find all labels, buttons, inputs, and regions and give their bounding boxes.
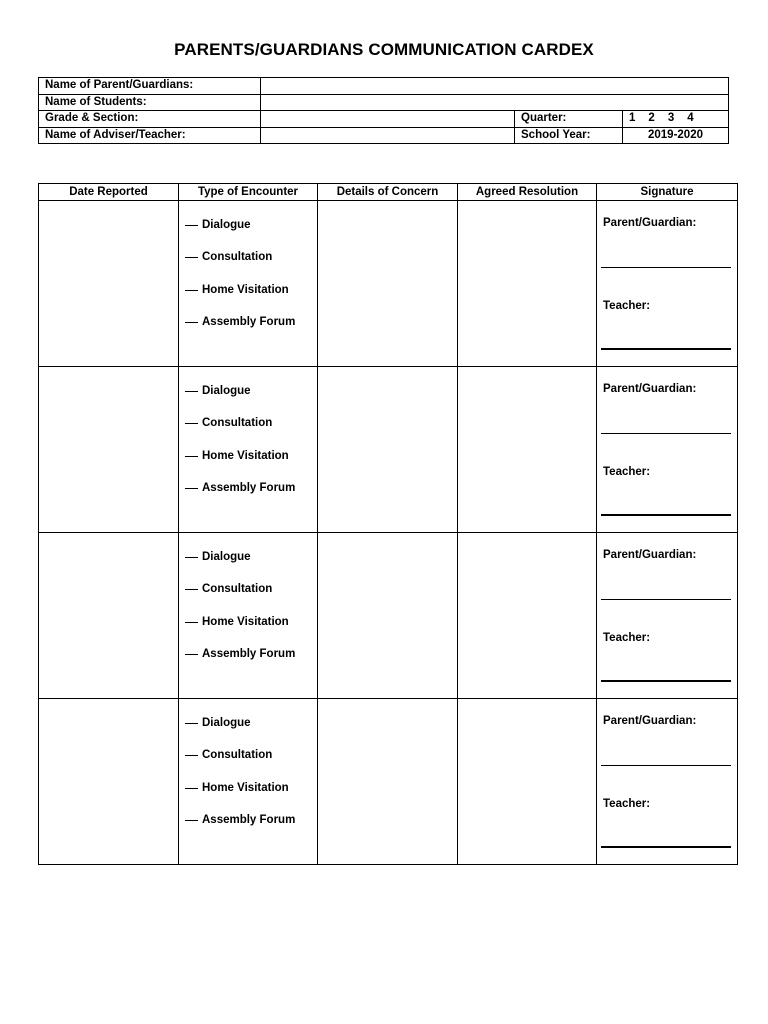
checkbox-blank[interactable] [185, 225, 198, 226]
agreed-resolution-cell[interactable] [458, 699, 597, 865]
encounter-label: Home Visitation [202, 283, 289, 296]
details-of-concern-cell[interactable] [318, 367, 458, 533]
checkbox-blank[interactable] [185, 654, 198, 655]
encounter-option-dialogue[interactable] [185, 217, 295, 249]
checkbox-blank[interactable] [185, 423, 198, 424]
table-row [39, 699, 738, 865]
details-of-concern-cell[interactable] [318, 699, 458, 865]
encounter-label: Consultation [202, 417, 273, 430]
encounter-option-consultation[interactable] [185, 581, 295, 613]
signature-cell [597, 367, 738, 533]
parent-signature-label: Parent/Guardian: [603, 383, 697, 395]
parent-signature-label: Parent/Guardian: [603, 217, 697, 229]
quarter-label: Quarter: [515, 111, 623, 128]
teacher-signature-label: Teacher: [603, 632, 651, 644]
checkbox-blank[interactable] [185, 589, 198, 590]
checkbox-blank[interactable] [185, 391, 198, 392]
parent-signature-line[interactable] [601, 765, 731, 766]
date-reported-cell[interactable] [39, 367, 179, 533]
encounter-label: Home Visitation [202, 449, 289, 462]
signature-cell [597, 201, 738, 367]
encounter-option-home-visitation[interactable] [185, 780, 295, 812]
encounter-option-assembly-forum[interactable] [185, 480, 295, 512]
encounter-option-assembly-forum[interactable] [185, 646, 295, 678]
teacher-signature-label: Teacher: [603, 798, 651, 810]
encounter-label: Consultation [202, 251, 273, 264]
info-row-grade [39, 111, 729, 128]
teacher-signature-line[interactable] [601, 514, 731, 516]
encounter-label: Dialogue [202, 717, 251, 729]
checkbox-blank[interactable] [185, 820, 198, 821]
info-table [38, 77, 729, 144]
checkbox-blank[interactable] [185, 723, 198, 724]
agreed-resolution-cell[interactable] [458, 201, 597, 367]
encounter-option-assembly-forum[interactable] [185, 314, 295, 346]
quarter-option-4[interactable]: 4 [687, 112, 694, 125]
teacher-signature-label: Teacher: [603, 466, 651, 478]
quarter-option-3[interactable]: 3 [667, 112, 675, 125]
parent-name-label: Name of Parent/Guardians: [39, 78, 261, 95]
parent-signature-line[interactable] [601, 433, 731, 434]
table-row [39, 367, 738, 533]
teacher-signature-line[interactable] [601, 680, 731, 682]
parent-signature-label: Parent/Guardian: [603, 715, 697, 727]
teacher-signature-line[interactable] [601, 846, 731, 848]
header-date-reported: Date Reported [39, 184, 179, 201]
info-row-student [39, 94, 729, 111]
type-of-encounter-cell [179, 533, 318, 699]
encounter-label: Assembly Forum [202, 315, 296, 328]
checkbox-blank[interactable] [185, 755, 198, 756]
checkbox-blank[interactable] [185, 322, 198, 323]
encounter-option-consultation[interactable] [185, 415, 295, 447]
student-name-field[interactable] [261, 94, 729, 111]
school-year-value: 2019-2020 [623, 127, 729, 144]
quarter-option-2[interactable]: 2 [648, 112, 655, 125]
parent-signature-line[interactable] [601, 599, 731, 600]
encounter-label: Dialogue [202, 385, 251, 397]
type-of-encounter-cell [179, 367, 318, 533]
date-reported-cell[interactable] [39, 533, 179, 699]
details-of-concern-cell[interactable] [318, 533, 458, 699]
page-title: PARENTS/GUARDIANS COMMUNICATION CARDEX [174, 40, 594, 59]
encounter-label: Dialogue [202, 551, 251, 563]
encounter-label: Home Visitation [202, 781, 289, 794]
encounter-option-dialogue[interactable] [185, 549, 295, 581]
parent-signature-line[interactable] [601, 267, 731, 268]
encounter-option-assembly-forum[interactable] [185, 812, 295, 844]
adviser-name-field[interactable] [261, 127, 515, 144]
details-of-concern-cell[interactable] [318, 201, 458, 367]
checkbox-blank[interactable] [185, 788, 198, 789]
parent-name-field[interactable] [261, 78, 729, 95]
encounter-option-consultation[interactable] [185, 747, 295, 779]
encounter-option-home-visitation[interactable] [185, 614, 295, 646]
encounter-label: Assembly Forum [202, 813, 296, 826]
date-reported-cell[interactable] [39, 201, 179, 367]
encounter-option-dialogue[interactable] [185, 383, 295, 415]
table-row [39, 533, 738, 699]
school-year-label: School Year: [515, 127, 623, 144]
signature-cell [597, 533, 738, 699]
grade-section-field[interactable] [261, 111, 515, 128]
header-details-of-concern: Details of Concern [318, 184, 458, 201]
teacher-signature-line[interactable] [601, 348, 731, 350]
info-row-parent [39, 78, 729, 95]
quarter-options[interactable] [623, 111, 729, 128]
teacher-signature-label: Teacher: [603, 300, 651, 312]
encounter-label: Consultation [202, 749, 273, 762]
table-row [39, 201, 738, 367]
communication-log-table [38, 183, 738, 865]
quarter-option-1[interactable]: 1 [629, 112, 636, 125]
encounter-label: Dialogue [202, 219, 251, 231]
type-of-encounter-cell [179, 201, 318, 367]
checkbox-blank[interactable] [185, 456, 198, 457]
student-name-label: Name of Students: [39, 94, 261, 111]
signature-cell [597, 699, 738, 865]
encounter-option-dialogue[interactable] [185, 715, 295, 747]
encounter-option-home-visitation[interactable] [185, 448, 295, 480]
grade-section-label: Grade & Section: [39, 111, 261, 128]
date-reported-cell[interactable] [39, 699, 179, 865]
info-row-adviser [39, 127, 729, 144]
checkbox-blank[interactable] [185, 622, 198, 623]
checkbox-blank[interactable] [185, 257, 198, 258]
parent-signature-label: Parent/Guardian: [603, 549, 697, 561]
encounter-option-home-visitation[interactable] [185, 282, 295, 314]
header-type-of-encounter: Type of Encounter [179, 184, 318, 201]
table-header-row [39, 184, 738, 201]
checkbox-blank[interactable] [185, 488, 198, 489]
encounter-label: Home Visitation [202, 615, 289, 628]
encounter-option-consultation[interactable] [185, 249, 295, 281]
type-of-encounter-cell [179, 699, 318, 865]
header-agreed-resolution: Agreed Resolution [458, 184, 597, 201]
encounter-label: Assembly Forum [202, 647, 296, 660]
encounter-label: Assembly Forum [202, 481, 296, 494]
checkbox-blank[interactable] [185, 290, 198, 291]
encounter-label: Consultation [202, 583, 273, 596]
agreed-resolution-cell[interactable] [458, 533, 597, 699]
agreed-resolution-cell[interactable] [458, 367, 597, 533]
checkbox-blank[interactable] [185, 557, 198, 558]
adviser-name-label: Name of Adviser/Teacher: [39, 127, 261, 144]
header-signature: Signature [597, 184, 738, 201]
